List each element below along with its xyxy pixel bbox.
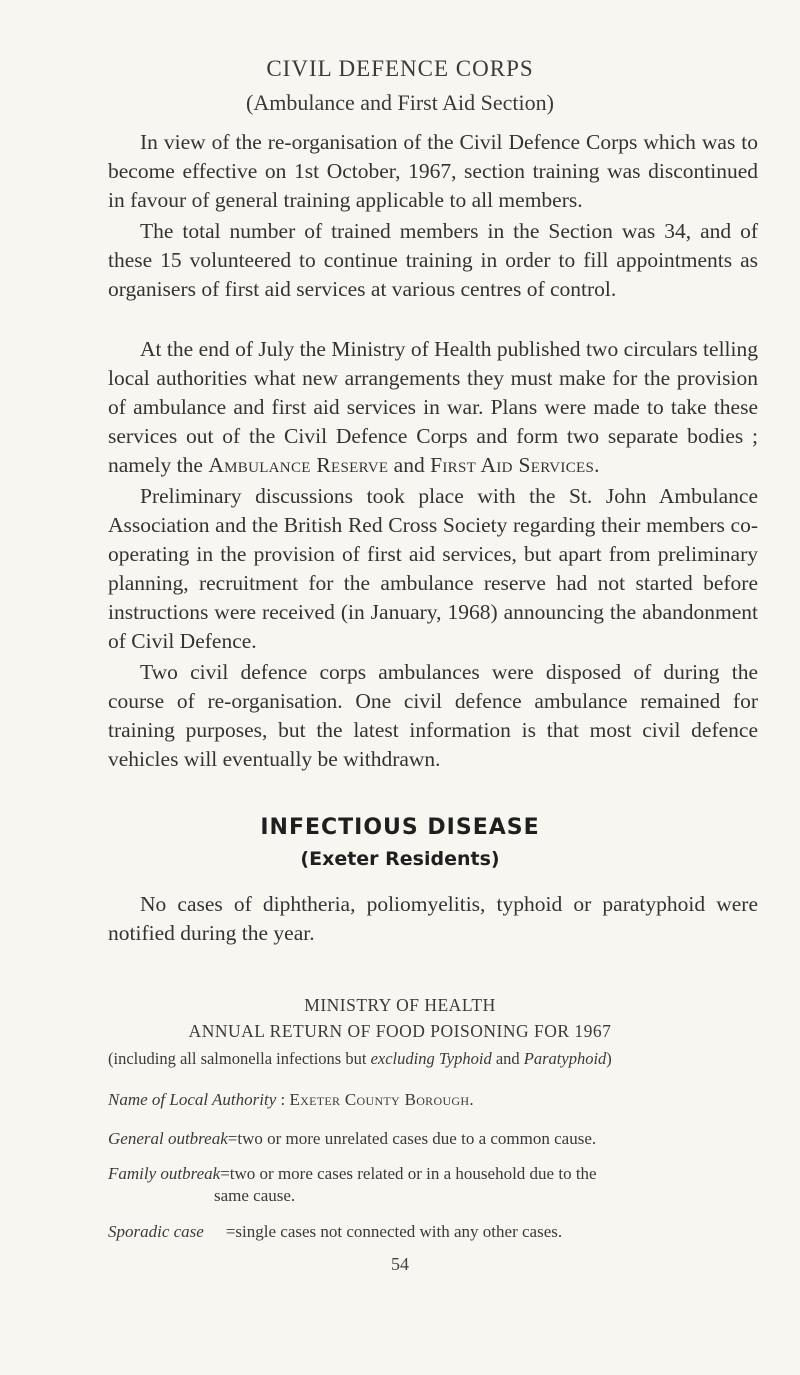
paragraph-trained-members: The total number of trained members in the Section was 34, and of these 15 volunteered to continue training in order to fill appointments as organisers of first aid services at various centres of control. — [108, 219, 758, 301]
paratyphoid-term: Paratyphoid — [523, 1049, 607, 1068]
local-authority-separator: : — [276, 1090, 290, 1109]
close-paren: ) — [606, 1049, 612, 1068]
family-outbreak-continuation: same cause. — [214, 1186, 296, 1205]
and-connector-2: and — [491, 1049, 524, 1068]
excluding-term: excluding — [370, 1049, 435, 1068]
general-outbreak-definition — [108, 1129, 596, 1149]
ministry-heading: MINISTRY OF HEALTH — [304, 995, 496, 1015]
family-outbreak-label: Family outbreak — [108, 1164, 221, 1183]
paragraph-no-cases: No cases of diphtheria, poliomyelitis, typhoid or paratyphoid were notified during the year. — [108, 892, 758, 945]
annual-return-heading: ANNUAL RETURN OF FOOD POISONING FOR 1967 — [188, 1021, 612, 1041]
paragraph-ambulances-disposed: Two civil defence corps ambulances were disposed of during the course of re-organisation. One civil defence ambulance remained for training purposes, but the latest information is that most civil defence vehicles will eventually be withdrawn. — [108, 660, 758, 771]
paragraph-ministry-circulars-text: At the end of July the Ministry of Health published two circulars telling local authorities what new arrangements they must make for the provision of ambulance and first aid services in war. Plans were made to take these services out of the Civil Defence Corps and form two separate bodies ; namely the — [108, 337, 758, 477]
sporadic-case-definition — [108, 1222, 562, 1242]
local-authority-line — [108, 1090, 474, 1110]
general-outbreak-text: =two or more unrelated cases due to a common cause. — [227, 1129, 597, 1148]
section-subtitle-exeter-residents: (Exeter Residents) — [300, 848, 500, 870]
section-title-civil-defence: CIVIL DEFENCE CORPS — [266, 56, 534, 81]
page-number: 54 — [391, 1254, 409, 1274]
including-note-text: (including all salmonella infections but — [108, 1049, 371, 1068]
period: . — [594, 453, 600, 477]
including-note — [108, 1049, 768, 1069]
paragraph-preliminary-discussions: Preliminary discussions took place with the St. John Ambulance Association and the British Red Cross Society regarding their members co-operating in the provision of first aid services, but apart from preliminary planning, recruitment for the ambulance reserve had not started before instructions were received (in January, 1968) announcing the abandonment of Civil Defence. — [108, 484, 758, 653]
general-outbreak-label: General outbreak — [108, 1129, 228, 1148]
section-subtitle-ambulance: (Ambulance and First Aid Section) — [246, 90, 554, 115]
sporadic-case-text: =single cases not connected with any other cases. — [225, 1222, 563, 1241]
paragraph-reorganisation: In view of the re-organisation of the Civil Defence Corps which was to become effective on 1st October, 1967, section training was discontinued in favour of general training applicable to all members. — [108, 130, 758, 212]
section-title-infectious-disease: INFECTIOUS DISEASE — [260, 815, 540, 840]
local-authority-value: Exeter County Borough. — [289, 1090, 474, 1109]
local-authority-label: Name of Local Authority — [108, 1090, 277, 1109]
family-outbreak-definition — [108, 1164, 597, 1184]
first-aid-services-term: First Aid Services — [430, 453, 595, 477]
family-outbreak-text: =two or more cases related or in a household due to the — [220, 1164, 597, 1183]
typhoid-term: Typhoid — [438, 1049, 492, 1068]
paragraph-ministry-circulars — [108, 335, 758, 480]
and-connector: and — [388, 453, 431, 477]
ambulance-reserve-term: Ambulance Reserve — [208, 453, 389, 477]
sporadic-case-label: Sporadic case — [108, 1222, 204, 1241]
